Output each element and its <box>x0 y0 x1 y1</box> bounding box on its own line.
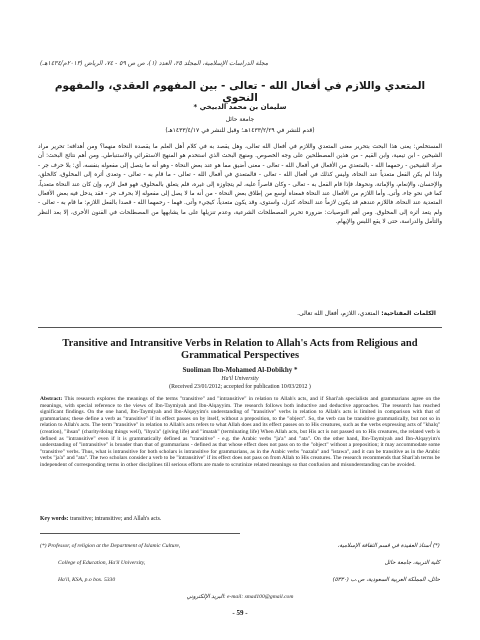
arabic-dates: (قدم للنشر في ١٤٣٣/٢/٢٩هـ؛ وقبل للنشر في ١٤٣٣/٤/١٧هـ) <box>165 127 315 134</box>
english-keywords-label: Key words: <box>40 516 69 522</box>
footnote-english <box>40 538 230 589</box>
running-head: مجلة الدراسات الإسلامية، المجلد ٢٥، العدد (١)، ص ص ٥٩ - ٧٤، الرياض (٢٠١٣م/١٤٣٤هـ) <box>40 60 269 67</box>
english-author: Suoliman Ibn-Mohamed Al-Dobikhy * <box>182 366 298 374</box>
english-keywords-text: transitive; intransitive; and Allah's acts. <box>69 516 162 522</box>
english-keywords <box>40 516 440 522</box>
footnote-en-line: Ha'il, KSA, p.o box. 5330 <box>58 577 116 583</box>
arabic-abstract: المستخلص: يعنى هذا البحث بتحرير معنى المتعدي واللازم في أفعال الله تعالى، وهل يقصد به في كلام أهل العلم ما يقصده النحاة منهما؟ ومن أهدافه: تحرير مراد الشيخين - ابن تيمية، وابن القيم - من هذين المصطلحين على وجه الخصوص. ومنهج البحث الذي استخدم هو المنهج الاستقرائي والاستنباطي. ومن أهم نتائج البحث: أن مراد الشيخين - رحمهما الله - بالمتعدي من الأفعال في أفعال الله - تعالى - معنى أضيق مما هو عند بعض النحاة - وهو أنه ما يتصل إلى مفعوله بنفسه، أي: بلا حرف جر - ولذا لم يكن الفعل متعدياً عند النحاة، وليس كذلك في أفعال الله - تعالى - فالمتعدي في أفعال الله - تعالى - ما قام به - تعالى - وتعدى أثره إلى المخلوق، كالخلق، والإحسان، والإنعام، والإماتة، ونحوها، فإذا قام الفعل به - تعالى - وكان قاصراً عليه، لم يتجاوزه إلى غيره، فلم يتعلق بالمخلوق، فهو فعل لازم، وإن كان عند النحاة متعدياً، كما في نحو جاء، وأتى. وأما اللازم من الأفعال عند النحاة فمعناه أوسع من إطلاق بعض النحاة - من أنه ما لا يصل إلى مفعوله إلا بحرف جر - فقد يدخل فيه بعض الأفعال المتعدية عند النحاة، فاللازم عندهم قد يكون لازماً عند النحاة، كنزل، واستوى، وقد يكون متعدياً، كيجيء وأتى. فهما - رحمهما الله - قصدا بالفعل اللازم: ما قام به - تعالى - ولم يتعد أثره إلى المخلوق. ومن أهم التوصيات: ضرورة تحرير المصطلحات الشرعية، وعدم تنزيلها على ما يشابهها من المصطلحات في الفنون الأخرى، إلا بعد النظر والتأمل والدراسة، حتى لا يقع اللبس والإيهام. <box>38 144 442 226</box>
english-affiliation: Ha'il University <box>221 376 259 382</box>
footnote-ar-line: كلية التربية، جامعة حائل <box>384 560 440 566</box>
footnote-divider <box>40 533 240 534</box>
footnote-en-line: (*) Professor, of religion at the Department of Islamic Culture, <box>40 543 181 549</box>
page-number: - 59 - <box>232 609 248 617</box>
english-title: Transitive and Intransitive Verbs in Relation to Allah's Acts from Religious and Grammatical Perspectives <box>62 338 418 361</box>
section-divider <box>38 327 442 328</box>
arabic-keywords <box>38 310 436 317</box>
footnote-arabic <box>250 538 440 589</box>
footnote-en-line: College of Education, Ha'il University, <box>58 560 146 566</box>
english-abstract-label: Abstract: <box>40 396 63 402</box>
arabic-keywords-text: المتعدي، اللازم، أفعال الله تعالى. <box>297 310 380 317</box>
arabic-author: سليمان بن محمد الدبيخي * <box>193 103 287 111</box>
author-email[interactable]: البريد الإلكتروني: e-mail: smad100@gmail.com <box>186 594 294 600</box>
arabic-affiliation: جامعة حائل <box>225 116 255 123</box>
english-abstract-text: This research explores the meanings of the terms "transitive" and "intransitive" in relation to Allah's acts, and if Shari'ah specialists and grammarians agree on the meanings, with special reference to the views of Ibn-Taymiyah and Ibn-Alqayyim. The research follows both inductive and deductive approaches. The research has reached significant findings. On the one hand, Ibn-Taymiyah and Ibn-Alqayyim's understanding of "transitive" verbs in relation to Allah's acts is limited in comparison with that of grammarians; these define a verb as "transitive" if its effect passes on by itself, without a preposition, to the "object". So, the verb can be transitive grammatically, but not so in relation to Allah's acts. The term "transitive" in relation to Allah's acts refers to what Allah does and its effect passes on to His creatures, such as the verbs expressing acts of "khalq" (creation), "ihsan" (charity/doing things well), "ihya'a" (giving life) and "imatah" (terminating life) When Allah acts, but His act is not passed on to His creatures, the related verb is defined as "intransitive" even if it is grammatically defined as "transitive" - e.g. the Arabic verbs "ja'a" and "ata". On the other hand, Ibn-Taymiyah and Ibn-Alqayyim's understanding of "intransitive" is broader than that of grammarians - defined as that whose effect does not pass on to the "object" without a preposition; it may accommodate some "transitive" verbs. Thus, what is intransitive for both scholars is intransitive for grammarians, as in the Arabic verbs "nazala" and "istawa", and it can be transitive as in the Arabic verbs "ja'a" and "ata". The two scholars consider a verb to be "intransitive" if its effect does not pass on from Allah to His creatures. The research recommends that Shari'ah terms be independent of corresponding terms in other disciplines till serious efforts are made to scrutinize related meanings so that confusion and misunderstanding can be avoided. <box>40 396 440 468</box>
english-dates: (Received 23/01/2012; accepted for publication 10/03/2012 ) <box>169 384 311 390</box>
arabic-title: المتعدي واللازم في أفعال الله - تعالى - بين المفهوم العقدي، والمفهوم النحوي <box>54 80 426 104</box>
arabic-keywords-label: الكلمات المفتاحية: <box>381 310 436 317</box>
footnote-ar-line: حائل، المملكة العربية السعودية، ص.ب (٥٣٣٠) <box>332 577 440 583</box>
footnote-ar-line: (*) أستاذ العقيدة في قسم الثقافة الإسلامية، <box>337 543 440 549</box>
english-abstract <box>40 396 440 469</box>
